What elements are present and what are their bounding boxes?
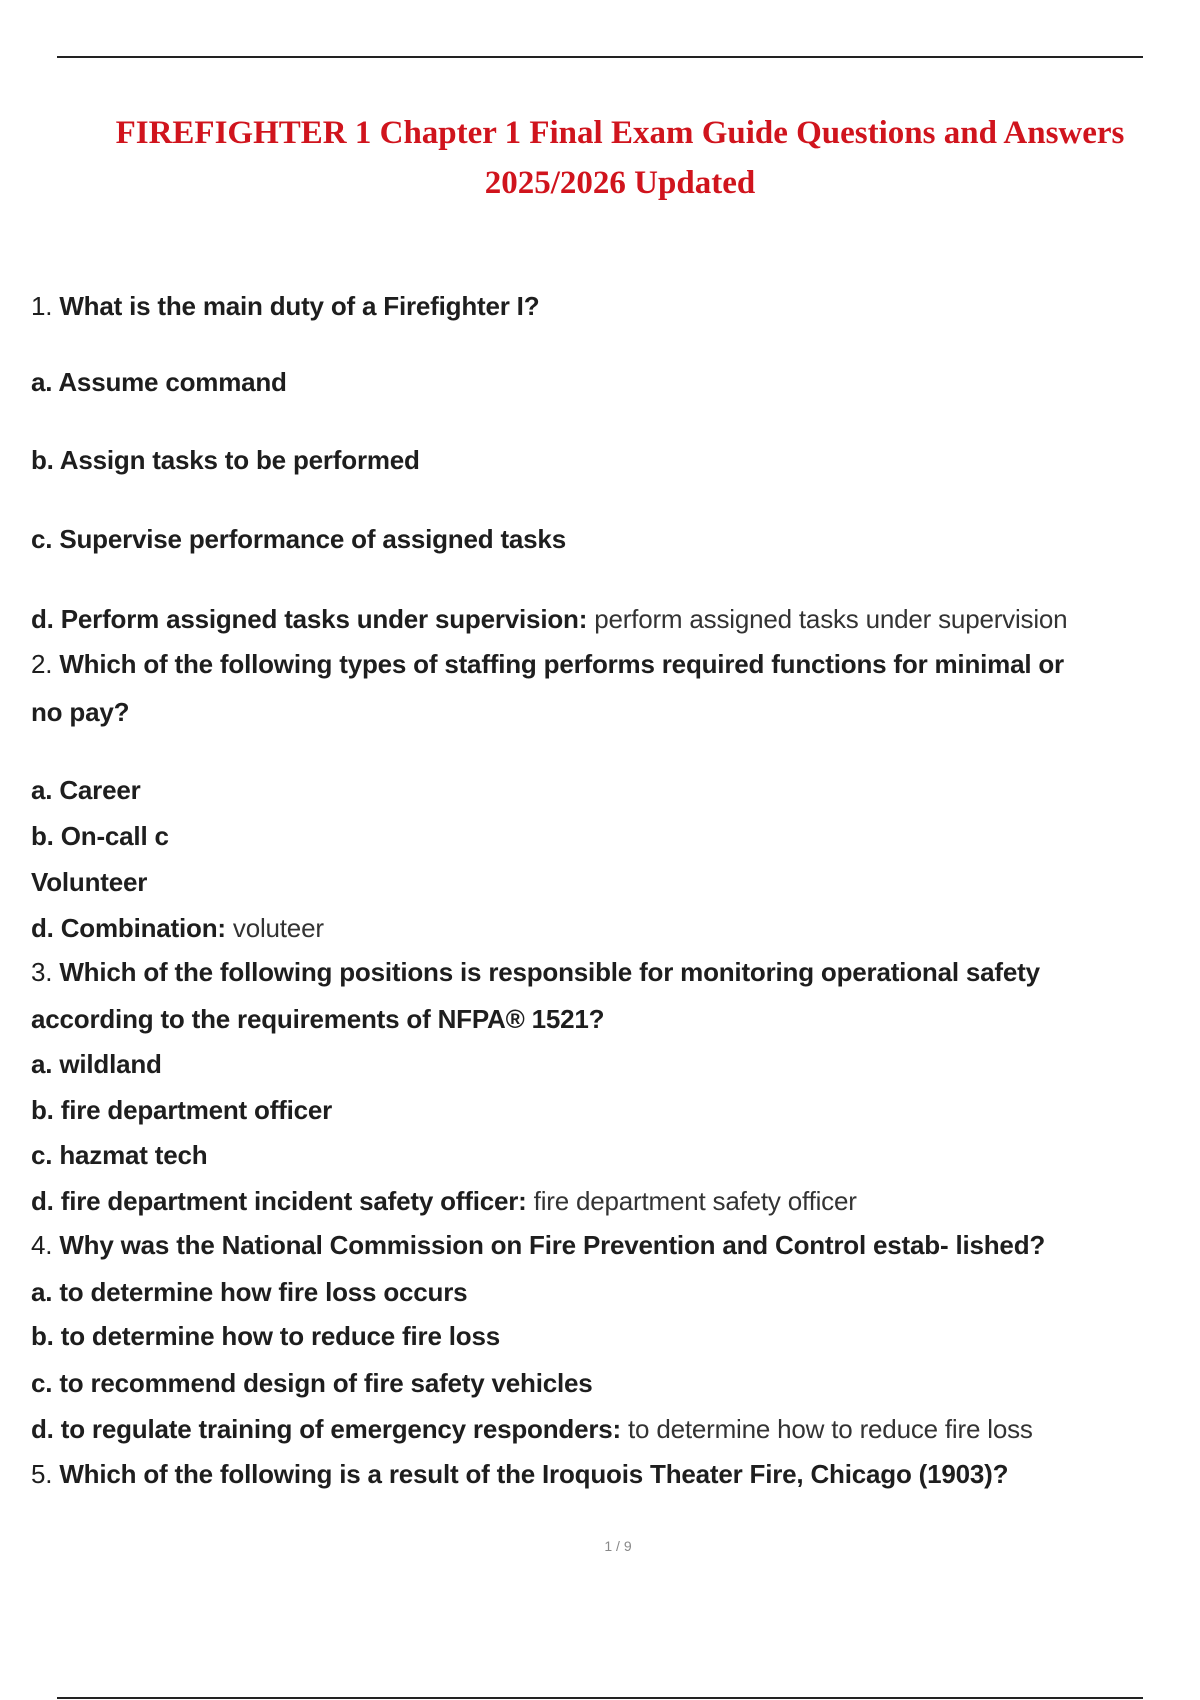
option-text: d. Combination: [31, 913, 226, 943]
option-text: to determine how to reduce fire loss [60, 1321, 500, 1351]
document-title [40, 108, 1200, 208]
option-text: On-call c [60, 821, 169, 851]
option-text: hazmat tech [59, 1140, 208, 1170]
option-text: Supervise performance of assigned tasks [59, 524, 566, 554]
option-letter: d. [31, 1186, 54, 1216]
q2-option-a [31, 774, 141, 806]
q1-option-c [31, 523, 566, 555]
option-letter: b. [31, 445, 54, 475]
option-text: wildland [59, 1049, 162, 1079]
option-letter: a. [31, 1049, 53, 1079]
q3-option-c [31, 1139, 207, 1171]
bottom-rule [57, 1697, 1143, 1699]
q4-option-b [31, 1320, 500, 1352]
question-3-cont: according to the requirements of NFPA® 1521? [31, 1004, 605, 1034]
question-number: 4. [31, 1230, 53, 1260]
q3-option-a [31, 1048, 162, 1080]
top-rule [57, 56, 1143, 58]
question-text: What is the main duty of a Firefighter I? [59, 291, 540, 321]
question-text: Which of the following positions is responsible for monitoring operational safety [59, 957, 1040, 987]
option-text: Career [59, 775, 141, 805]
answer-text: perform assigned tasks under supervision [594, 604, 1068, 634]
question-number: 1. [31, 291, 53, 321]
option-letter: a. [31, 1277, 53, 1307]
question-number: 3. [31, 957, 53, 987]
question-number: 2. [31, 649, 53, 679]
answer-text: fire department safety officer [533, 1186, 857, 1216]
q2-option-b [31, 820, 169, 852]
option-letter: a. [31, 367, 53, 397]
title-line-2: 2025/2026 Updated [484, 165, 756, 201]
option-text: fire department officer [60, 1095, 333, 1125]
option-letter: b. [31, 1321, 54, 1351]
question-5 [31, 1458, 1008, 1490]
option-text: Assign tasks to be performed [59, 445, 420, 475]
question-4 [31, 1229, 1045, 1261]
question-2 [31, 648, 1064, 680]
question-number: 5. [31, 1459, 53, 1489]
option-letter: c. [31, 524, 53, 554]
q4-option-a [31, 1276, 467, 1308]
q2-option-c-cont: Volunteer [31, 867, 148, 897]
question-text: Which of the following types of staffing performs required functions for minimal or [59, 649, 1064, 679]
q1-option-d [31, 603, 1067, 635]
q3-option-b [31, 1094, 332, 1126]
option-letter: d. [31, 604, 54, 634]
option-text: fire department incident safety officer: [60, 1186, 527, 1216]
option-letter: b. [31, 1095, 54, 1125]
q1-option-b [31, 444, 420, 476]
option-letter: d. [31, 1414, 54, 1444]
option-letter: c. [31, 1140, 53, 1170]
q4-option-c [31, 1367, 593, 1399]
option-letter: c. [31, 1368, 53, 1398]
question-3 [31, 956, 1040, 988]
option-text: Assume command [58, 367, 287, 397]
title-line-1: FIREFIGHTER 1 Chapter 1 Final Exam Guide Questions and Answers [115, 115, 1125, 151]
answer-text: to determine how to reduce fire loss [628, 1414, 1033, 1444]
q4-option-d [31, 1413, 1033, 1445]
option-text: Perform assigned tasks under supervision: [60, 604, 588, 634]
q3-option-d [31, 1185, 857, 1217]
answer-text: voluteer [232, 913, 324, 943]
option-text: to recommend design of fire safety vehicles [59, 1368, 593, 1398]
option-letter: a. [31, 775, 53, 805]
option-text: to determine how fire loss occurs [59, 1277, 468, 1307]
question-2-cont: no pay? [31, 697, 130, 727]
q2-option-d [31, 912, 324, 944]
page-number: 1 / 9 [604, 1538, 632, 1554]
q1-option-a [31, 366, 287, 398]
option-text: to regulate training of emergency responders: [60, 1414, 621, 1444]
question-text: Which of the following is a result of the Iroquois Theater Fire, Chicago (1903)? [59, 1459, 1009, 1489]
question-1 [31, 290, 539, 322]
question-text: Why was the National Commission on Fire Prevention and Control estab- lished? [59, 1230, 1046, 1260]
option-letter: b. [31, 821, 54, 851]
